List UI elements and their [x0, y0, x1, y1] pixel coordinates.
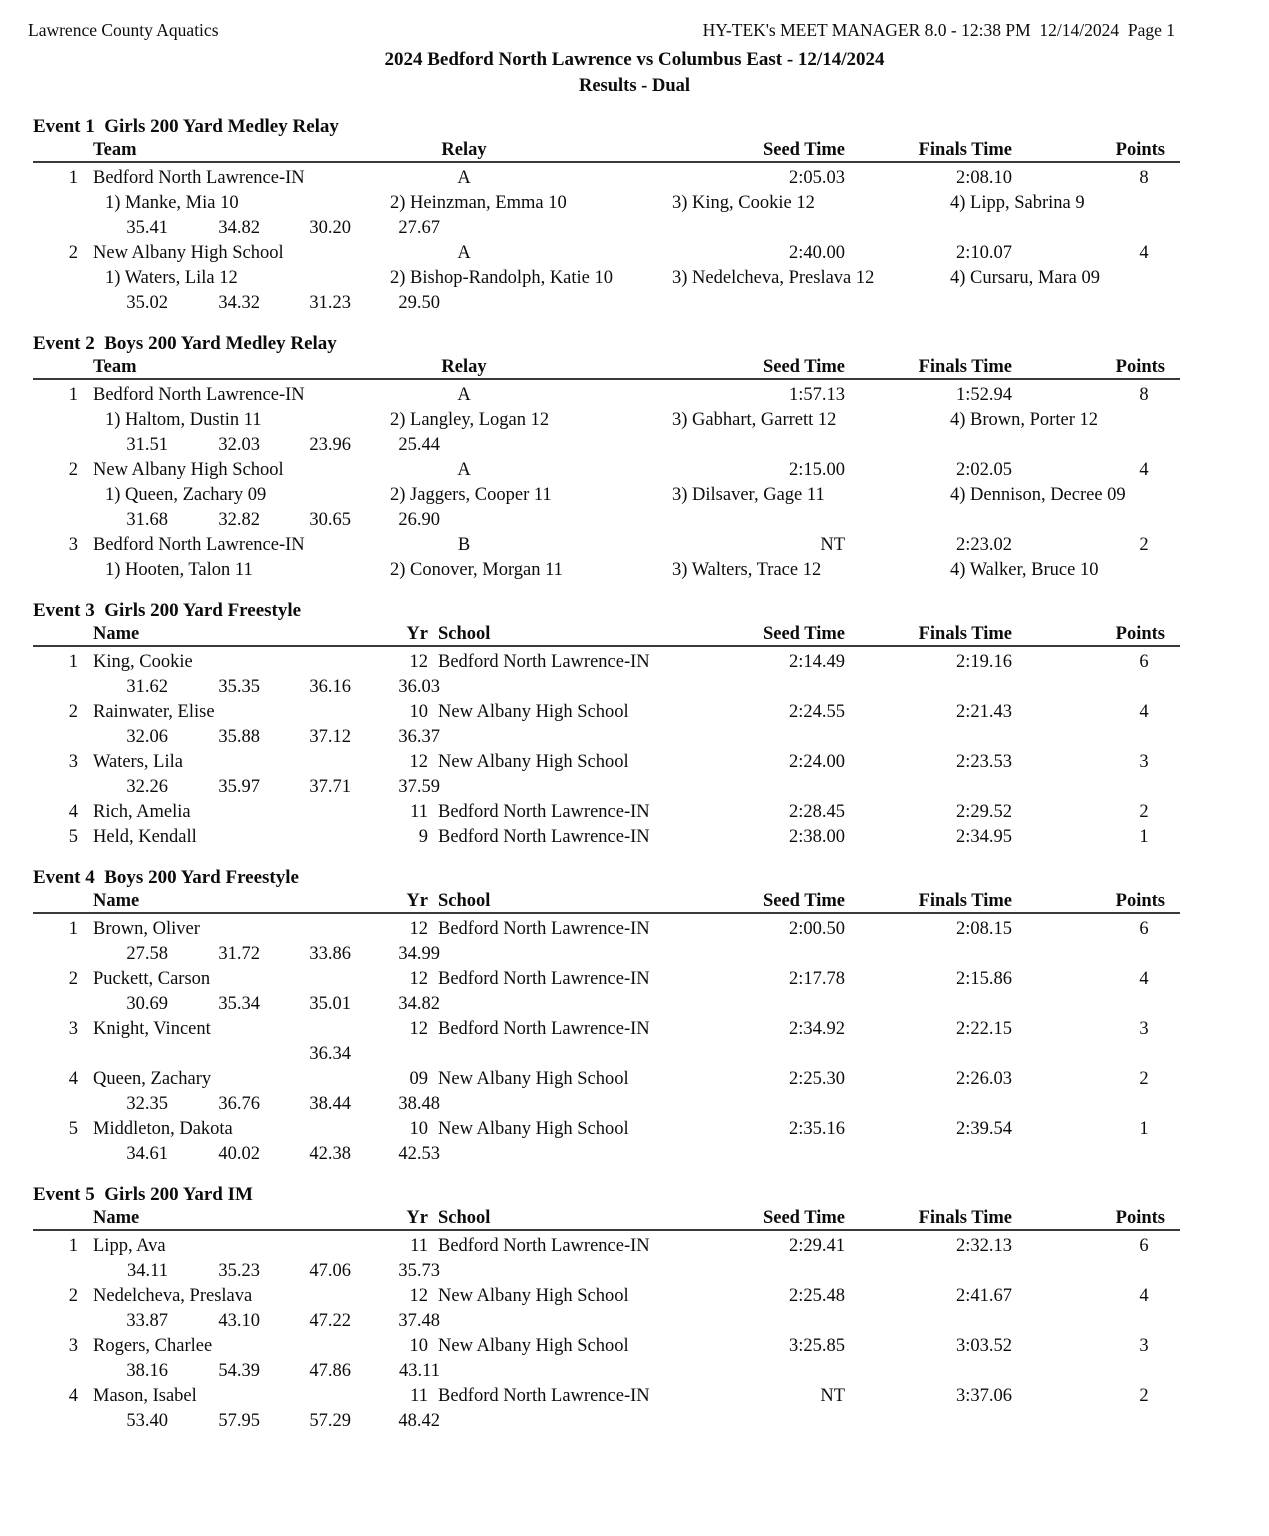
column-header-row: [0, 623, 1269, 646]
swimmer-name: King, Cookie: [93, 652, 193, 672]
points-value: 8: [1139, 168, 1149, 188]
event-section: [0, 1183, 1269, 1434]
swimmer-name: Rainwater, Elise: [93, 702, 215, 722]
year-value: 12: [409, 969, 428, 989]
relay-leg-swimmer: 3) Dilsaver, Gage 11: [672, 485, 825, 505]
result-row: [0, 1384, 1269, 1409]
school-name: New Albany High School: [438, 702, 629, 722]
year-value: 09: [409, 1069, 428, 1089]
swimmer-name: Lipp, Ava: [93, 1236, 166, 1256]
split-time: 32.03: [218, 435, 260, 455]
split-time: 37.59: [398, 777, 440, 797]
split-time: 34.32: [218, 293, 260, 313]
column-header-seed-time: Seed Time: [762, 140, 845, 160]
split-time: 34.61: [126, 1144, 168, 1164]
points-value: 3: [1139, 1019, 1149, 1039]
place-number: 1: [68, 1236, 78, 1256]
points-value: 4: [1139, 1286, 1149, 1306]
split-time: 32.35: [126, 1094, 168, 1114]
host-club-label: Lawrence County Aquatics: [28, 20, 219, 40]
finals-time: 2:29.52: [955, 802, 1012, 822]
points-value: 2: [1139, 802, 1149, 822]
result-row: [0, 650, 1269, 675]
finals-time: 2:02.05: [955, 460, 1012, 480]
program-stamp-label: HY-TEK's MEET MANAGER 8.0 - 12:38 PM 12/14/2024 Page 1: [702, 20, 1175, 40]
finals-time: 2:10.07: [955, 243, 1012, 263]
split-time: 53.40: [126, 1411, 168, 1431]
column-header-points: Points: [1115, 357, 1165, 377]
seed-time: 2:40.00: [788, 243, 845, 263]
split-time: 38.48: [398, 1094, 440, 1114]
split-time: 36.34: [309, 1044, 351, 1064]
split-time: 27.58: [126, 944, 168, 964]
splits-row: [0, 508, 1269, 533]
result-row: [0, 967, 1269, 992]
splits-row: [0, 1409, 1269, 1434]
column-header-seed-time: Seed Time: [762, 357, 845, 377]
split-time: 57.29: [309, 1411, 351, 1431]
place-number: 1: [68, 919, 78, 939]
split-time: 31.62: [126, 677, 168, 697]
result-row: [0, 825, 1269, 850]
place-number: 2: [68, 702, 78, 722]
school-name: New Albany High School: [438, 1336, 629, 1356]
year-value: 12: [409, 919, 428, 939]
split-time: 57.95: [218, 1411, 260, 1431]
splits-row: [0, 1259, 1269, 1284]
split-time: 34.99: [398, 944, 440, 964]
events-list: [0, 115, 1269, 1434]
seed-time: 2:05.03: [788, 168, 845, 188]
relay-leg-swimmer: 4) Cursaru, Mara 09: [950, 268, 1101, 288]
school-name: Bedford North Lawrence-IN: [438, 919, 650, 939]
event-title: Event 3 Girls 200 Yard Freestyle: [33, 600, 302, 621]
split-time: 35.41: [126, 218, 168, 238]
finals-time: 2:19.16: [955, 652, 1012, 672]
finals-time: 2:08.15: [955, 919, 1012, 939]
split-time: 30.69: [126, 994, 168, 1014]
event-section: [0, 866, 1269, 1167]
result-row: [0, 458, 1269, 483]
seed-time: 2:00.50: [788, 919, 845, 939]
finals-time: 2:39.54: [955, 1119, 1012, 1139]
school-name: New Albany High School: [438, 1069, 629, 1089]
finals-time: 3:37.06: [955, 1386, 1012, 1406]
result-row: [0, 1067, 1269, 1092]
place-number: 4: [68, 1069, 78, 1089]
year-value: 10: [409, 1119, 428, 1139]
relay-leg-swimmer: 2) Bishop-Randolph, Katie 10: [390, 268, 614, 288]
split-time: 35.01: [309, 994, 351, 1014]
column-header-yr: Yr: [406, 891, 428, 911]
seed-time: NT: [820, 1386, 845, 1406]
column-header-finals-time: Finals Time: [918, 357, 1012, 377]
split-time: 25.44: [398, 435, 440, 455]
swimmer-name: Knight, Vincent: [93, 1019, 211, 1039]
split-time: 31.23: [309, 293, 351, 313]
school-name: Bedford North Lawrence-IN: [438, 652, 650, 672]
column-header-name: Name: [93, 1208, 140, 1228]
finals-time: 2:41.67: [955, 1286, 1012, 1306]
result-row: [0, 800, 1269, 825]
splits-row: [0, 992, 1269, 1017]
swimmer-name: Middleton, Dakota: [93, 1119, 233, 1139]
finals-time: 2:21.43: [955, 702, 1012, 722]
place-number: 2: [68, 969, 78, 989]
relay-swimmers-row: [0, 191, 1269, 216]
split-time: 23.96: [309, 435, 351, 455]
points-value: 6: [1139, 1236, 1149, 1256]
place-number: 1: [68, 385, 78, 405]
relay-swimmers-row: [0, 408, 1269, 433]
column-header-row: [0, 890, 1269, 913]
points-value: 3: [1139, 752, 1149, 772]
school-name: New Albany High School: [438, 1286, 629, 1306]
points-value: 4: [1139, 702, 1149, 722]
seed-time: 2:38.00: [788, 827, 845, 847]
points-value: 4: [1139, 460, 1149, 480]
relay-leg-swimmer: 3) Gabhart, Garrett 12: [672, 410, 837, 430]
year-value: 10: [409, 702, 428, 722]
column-header-seed-time: Seed Time: [762, 1208, 845, 1228]
year-value: 9: [418, 827, 428, 847]
relay-leg-swimmer: 4) Lipp, Sabrina 9: [950, 193, 1085, 213]
relay-leg-swimmer: 2) Jaggers, Cooper 11: [390, 485, 552, 505]
split-time: 43.10: [218, 1311, 260, 1331]
split-time: 35.73: [398, 1261, 440, 1281]
split-time: 36.76: [218, 1094, 260, 1114]
points-value: 4: [1139, 969, 1149, 989]
column-header-points: Points: [1115, 140, 1165, 160]
team-name: Bedford North Lawrence-IN: [93, 385, 305, 405]
report-topbar: [0, 0, 1269, 40]
split-time: 37.12: [309, 727, 351, 747]
split-time: 47.86: [309, 1361, 351, 1381]
finals-time: 2:15.86: [955, 969, 1012, 989]
column-header-finals-time: Finals Time: [918, 1208, 1012, 1228]
swimmer-name: Queen, Zachary: [93, 1069, 212, 1089]
place-number: 3: [68, 535, 78, 555]
column-header-name: Name: [93, 624, 140, 644]
relay-leg-swimmer: 3) Walters, Trace 12: [672, 560, 822, 580]
year-value: 10: [409, 1336, 428, 1356]
column-header-finals-time: Finals Time: [918, 140, 1012, 160]
split-time: 37.71: [309, 777, 351, 797]
year-value: 12: [409, 1019, 428, 1039]
column-header-points: Points: [1115, 1208, 1165, 1228]
split-time: 38.44: [309, 1094, 351, 1114]
split-time: 30.20: [309, 218, 351, 238]
result-row: [0, 533, 1269, 558]
column-header-relay: Relay: [441, 140, 487, 160]
result-row: [0, 917, 1269, 942]
column-header-finals-time: Finals Time: [918, 624, 1012, 644]
column-header-school: School: [438, 624, 491, 644]
splits-row: [0, 775, 1269, 800]
split-time: 34.11: [127, 1261, 168, 1281]
seed-time: 1:57.13: [788, 385, 845, 405]
seed-time: 2:34.92: [788, 1019, 845, 1039]
split-time: 26.90: [398, 510, 440, 530]
column-header-finals-time: Finals Time: [918, 891, 1012, 911]
finals-time: 2:23.02: [955, 535, 1012, 555]
place-number: 4: [68, 1386, 78, 1406]
place-number: 2: [68, 243, 78, 263]
place-number: 3: [68, 1019, 78, 1039]
split-time: 31.51: [126, 435, 168, 455]
split-time: 42.38: [309, 1144, 351, 1164]
split-time: 27.67: [398, 218, 440, 238]
result-row: [0, 750, 1269, 775]
split-time: 34.82: [398, 994, 440, 1014]
column-header-team: Team: [93, 140, 137, 160]
seed-time: 3:25.85: [788, 1336, 845, 1356]
splits-row: [0, 675, 1269, 700]
split-time: 31.68: [126, 510, 168, 530]
split-time: 42.53: [398, 1144, 440, 1164]
split-time: 31.72: [218, 944, 260, 964]
split-time: 36.37: [398, 727, 440, 747]
split-time: 35.35: [218, 677, 260, 697]
year-value: 12: [409, 1286, 428, 1306]
points-value: 1: [1139, 827, 1149, 847]
relay-leg-swimmer: 1) Haltom, Dustin 11: [105, 410, 262, 430]
results-subtitle: Results - Dual: [578, 76, 690, 96]
split-time: 35.02: [126, 293, 168, 313]
place-number: 2: [68, 460, 78, 480]
split-time: 34.82: [218, 218, 260, 238]
place-number: 5: [68, 827, 78, 847]
split-time: 47.06: [309, 1261, 351, 1281]
splits-row: [0, 1092, 1269, 1117]
splits-row: [0, 216, 1269, 241]
seed-time: NT: [820, 535, 845, 555]
split-time: 38.16: [126, 1361, 168, 1381]
relay-leg-swimmer: 1) Manke, Mia 10: [105, 193, 239, 213]
finals-time: 3:03.52: [955, 1336, 1012, 1356]
points-value: 3: [1139, 1336, 1149, 1356]
points-value: 8: [1139, 385, 1149, 405]
relay-swimmers-row: [0, 558, 1269, 583]
event-title: Event 1 Girls 200 Yard Medley Relay: [33, 116, 339, 137]
swimmer-name: Waters, Lila: [93, 752, 183, 772]
year-value: 12: [409, 752, 428, 772]
result-row: [0, 1017, 1269, 1042]
event-title: Event 4 Boys 200 Yard Freestyle: [33, 867, 299, 888]
splits-row: [0, 1359, 1269, 1384]
relay-leg-swimmer: 4) Walker, Bruce 10: [950, 560, 1099, 580]
event-section: [0, 115, 1269, 316]
seed-time: 2:25.30: [788, 1069, 845, 1089]
finals-time: 2:34.95: [955, 827, 1012, 847]
place-number: 5: [68, 1119, 78, 1139]
year-value: 12: [409, 652, 428, 672]
splits-row: [0, 942, 1269, 967]
finals-time: 2:32.13: [955, 1236, 1012, 1256]
finals-time: 2:08.10: [955, 168, 1012, 188]
finals-time: 2:23.53: [955, 752, 1012, 772]
column-header-yr: Yr: [406, 1208, 428, 1228]
split-time: 40.02: [218, 1144, 260, 1164]
swimmer-name: Brown, Oliver: [93, 919, 200, 939]
splits-row: [0, 725, 1269, 750]
year-value: 11: [410, 802, 428, 822]
place-number: 4: [68, 802, 78, 822]
split-time: 35.88: [218, 727, 260, 747]
relay-leg-swimmer: 3) King, Cookie 12: [672, 193, 815, 213]
points-value: 2: [1139, 535, 1149, 555]
swimmer-name: Nedelcheva, Preslava: [93, 1286, 253, 1306]
split-time: 36.03: [398, 677, 440, 697]
relay-leg-swimmer: 3) Nedelcheva, Preslava 12: [672, 268, 875, 288]
place-number: 2: [68, 1286, 78, 1306]
split-time: 47.22: [309, 1311, 351, 1331]
place-number: 3: [68, 1336, 78, 1356]
swimmer-name: Puckett, Carson: [93, 969, 211, 989]
split-time: 29.50: [398, 293, 440, 313]
relay-leg-swimmer: 4) Brown, Porter 12: [950, 410, 1098, 430]
swimmer-name: Mason, Isabel: [93, 1386, 197, 1406]
column-header-row: [0, 1207, 1269, 1230]
split-time: 48.42: [398, 1411, 440, 1431]
seed-time: 2:24.55: [788, 702, 845, 722]
points-value: 1: [1139, 1119, 1149, 1139]
swimmer-name: Held, Kendall: [93, 827, 197, 847]
place-number: 3: [68, 752, 78, 772]
relay-leg-swimmer: 1) Hooten, Talon 11: [105, 560, 253, 580]
school-name: Bedford North Lawrence-IN: [438, 1386, 650, 1406]
relay-letter: A: [457, 460, 471, 480]
result-row: [0, 241, 1269, 266]
event-section: [0, 599, 1269, 850]
meet-title: 2024 Bedford North Lawrence vs Columbus East - 12/14/2024: [384, 49, 885, 70]
column-header-points: Points: [1115, 891, 1165, 911]
relay-letter: A: [457, 168, 471, 188]
seed-time: 2:29.41: [788, 1236, 845, 1256]
column-header-seed-time: Seed Time: [762, 624, 845, 644]
points-value: 6: [1139, 652, 1149, 672]
school-name: Bedford North Lawrence-IN: [438, 827, 650, 847]
column-header-school: School: [438, 1208, 491, 1228]
seed-time: 2:17.78: [788, 969, 845, 989]
result-row: [0, 1334, 1269, 1359]
relay-letter: A: [457, 385, 471, 405]
split-time: 33.87: [126, 1311, 168, 1331]
split-time: 54.39: [218, 1361, 260, 1381]
relay-letter: A: [457, 243, 471, 263]
seed-time: 2:14.49: [788, 652, 845, 672]
relay-swimmers-row: [0, 483, 1269, 508]
team-name: Bedford North Lawrence-IN: [93, 168, 305, 188]
column-header-yr: Yr: [406, 624, 428, 644]
result-row: [0, 1234, 1269, 1259]
splits-row: [0, 1042, 1269, 1067]
place-number: 1: [68, 652, 78, 672]
seed-time: 2:25.48: [788, 1286, 845, 1306]
school-name: New Albany High School: [438, 1119, 629, 1139]
splits-row: [0, 1309, 1269, 1334]
points-value: 6: [1139, 919, 1149, 939]
column-header-seed-time: Seed Time: [762, 891, 845, 911]
seed-time: 2:28.45: [788, 802, 845, 822]
event-section: [0, 332, 1269, 583]
swimmer-name: Rogers, Charlee: [93, 1336, 213, 1356]
relay-letter: B: [457, 535, 471, 555]
finals-time: 1:52.94: [955, 385, 1012, 405]
relay-leg-swimmer: 2) Heinzman, Emma 10: [390, 193, 567, 213]
school-name: Bedford North Lawrence-IN: [438, 1019, 650, 1039]
place-number: 1: [68, 168, 78, 188]
relay-swimmers-row: [0, 266, 1269, 291]
result-row: [0, 1284, 1269, 1309]
team-name: New Albany High School: [93, 243, 284, 263]
column-header-row: [0, 356, 1269, 379]
swimmer-name: Rich, Amelia: [93, 802, 191, 822]
column-header-relay: Relay: [441, 357, 487, 377]
school-name: Bedford North Lawrence-IN: [438, 969, 650, 989]
split-time: 32.06: [126, 727, 168, 747]
split-time: 32.82: [218, 510, 260, 530]
school-name: Bedford North Lawrence-IN: [438, 1236, 650, 1256]
seed-time: 2:24.00: [788, 752, 845, 772]
splits-row: [0, 1142, 1269, 1167]
column-header-points: Points: [1115, 624, 1165, 644]
relay-leg-swimmer: 4) Dennison, Decree 09: [950, 485, 1126, 505]
result-row: [0, 700, 1269, 725]
split-time: 33.86: [309, 944, 351, 964]
seed-time: 2:35.16: [788, 1119, 845, 1139]
seed-time: 2:15.00: [788, 460, 845, 480]
result-row: [0, 1117, 1269, 1142]
relay-leg-swimmer: 2) Langley, Logan 12: [390, 410, 550, 430]
result-row: [0, 166, 1269, 191]
year-value: 11: [410, 1236, 428, 1256]
event-title: Event 5 Girls 200 Yard IM: [33, 1184, 253, 1205]
year-value: 11: [410, 1386, 428, 1406]
splits-row: [0, 291, 1269, 316]
result-row: [0, 383, 1269, 408]
column-header-school: School: [438, 891, 491, 911]
column-header-team: Team: [93, 357, 137, 377]
split-time: 30.65: [309, 510, 351, 530]
points-value: 4: [1139, 243, 1149, 263]
team-name: Bedford North Lawrence-IN: [93, 535, 305, 555]
split-time: 36.16: [309, 677, 351, 697]
school-name: New Albany High School: [438, 752, 629, 772]
finals-time: 2:22.15: [955, 1019, 1012, 1039]
split-time: 37.48: [398, 1311, 440, 1331]
split-time: 35.23: [218, 1261, 260, 1281]
points-value: 2: [1139, 1069, 1149, 1089]
school-name: Bedford North Lawrence-IN: [438, 802, 650, 822]
finals-time: 2:26.03: [955, 1069, 1012, 1089]
event-title: Event 2 Boys 200 Yard Medley Relay: [33, 333, 337, 354]
split-time: 35.34: [218, 994, 260, 1014]
column-header-name: Name: [93, 891, 140, 911]
team-name: New Albany High School: [93, 460, 284, 480]
split-time: 32.26: [126, 777, 168, 797]
relay-leg-swimmer: 1) Queen, Zachary 09: [105, 485, 267, 505]
split-time: 35.97: [218, 777, 260, 797]
relay-leg-swimmer: 1) Waters, Lila 12: [105, 268, 238, 288]
relay-leg-swimmer: 2) Conover, Morgan 11: [390, 560, 563, 580]
splits-row: [0, 433, 1269, 458]
column-header-row: [0, 139, 1269, 162]
split-time: 43.11: [399, 1361, 440, 1381]
points-value: 2: [1139, 1386, 1149, 1406]
